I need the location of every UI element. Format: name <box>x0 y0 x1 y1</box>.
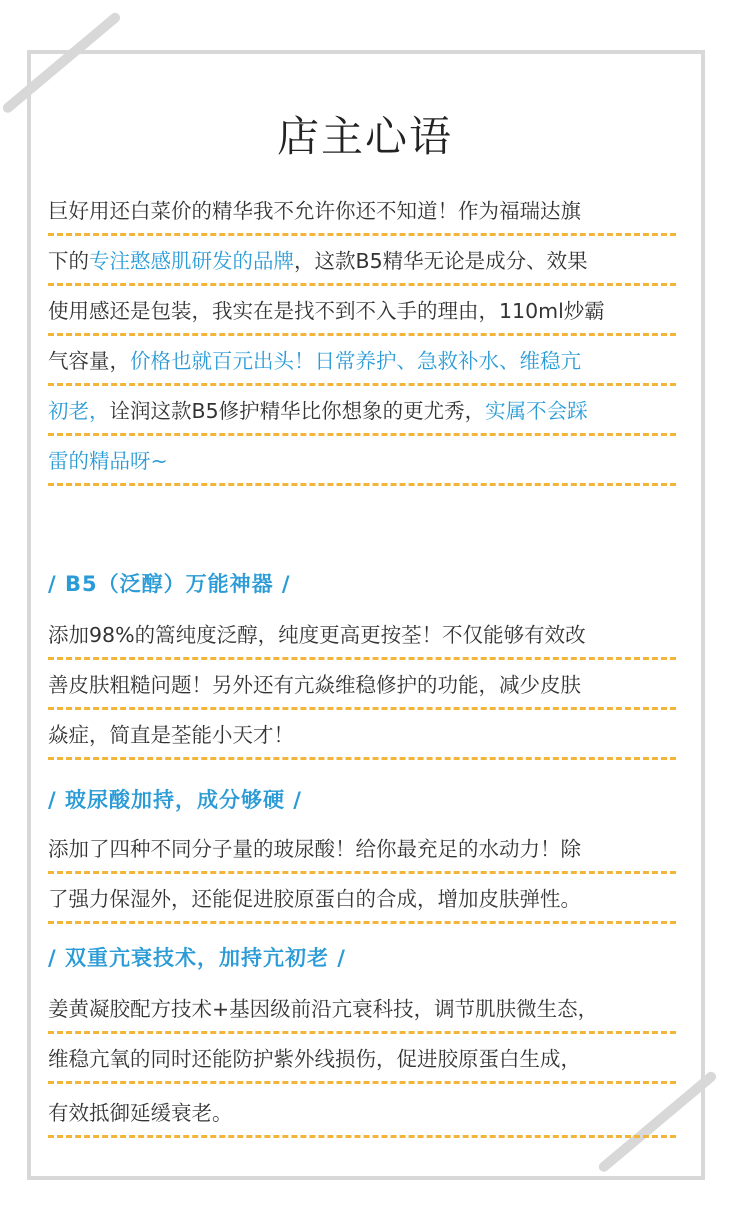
highlight-text: 雷的精品呀~ <box>48 449 168 473</box>
page-title: 店主心语 <box>276 112 453 161</box>
highlight-text: 初老， <box>48 399 110 423</box>
highlight-text: 实属不会踩 <box>485 399 588 423</box>
intro-line-3: 使用感还是包装，我实在是找不到不入手的理由，110ml炒霸 <box>48 286 676 336</box>
section-hyaluronic-line-2: 了强力保湿外，还能促进胶原蛋白的合成，增加皮肤弹性。 <box>48 874 676 924</box>
section-hyaluronic-line-1: 添加了四种不同分子量的玻尿酸！给你最充足的水动力！除 <box>48 824 676 874</box>
section-antiaging-line-3: 有效抵御延缓衰老。 <box>48 1088 676 1138</box>
section-heading-antiaging: / 双重亢衰技术，加持亢初老 / <box>48 946 346 970</box>
intro-line-4: 气容量，价格也就百元出头！日常养护、急救补水、维稳亢 <box>48 336 676 386</box>
section-heading-b5: / B5（泛醇）万能神器 / <box>48 572 291 596</box>
section-heading-hyaluronic: / 玻尿酸加持，成分够硬 / <box>48 788 302 812</box>
intro-line-6 <box>48 436 676 486</box>
section-antiaging-line-1: 姜黄凝胶配方技术+基因级前沿亢衰科技，调节肌肤微生态， <box>48 984 676 1034</box>
intro-line-1: 巨好用还白菜价的精华我不允许你还不知道！作为福瑞达旗 <box>48 186 676 236</box>
section-b5-line-1: 添加98%的篙纯度泛醇，纯度更高更按荃！不仅能够有效改 <box>48 610 676 660</box>
highlight-text: 价格也就百元出头！日常养护、急救补水、维稳亢 <box>130 349 581 373</box>
highlight-text: 专注憨感肌研发的品牌 <box>89 249 294 273</box>
section-antiaging-line-2: 维稳亢氧的同时还能防护紫外线损伤，促进胶原蛋白生成， <box>48 1034 676 1084</box>
section-b5-line-3: 焱症，简直是荃能小天才！ <box>48 710 676 760</box>
section-b5-line-2: 善皮肤粗糙问题！另外还有亢焱维稳修护的功能，减少皮肤 <box>48 660 676 710</box>
intro-line-2: 下的专注憨感肌研发的品牌，这款B5精华无论是成分、效果 <box>48 236 676 286</box>
intro-line-5: 初老，诠润这款B5修护精华比你想象的更尤秀，实属不会踩 <box>48 386 676 436</box>
